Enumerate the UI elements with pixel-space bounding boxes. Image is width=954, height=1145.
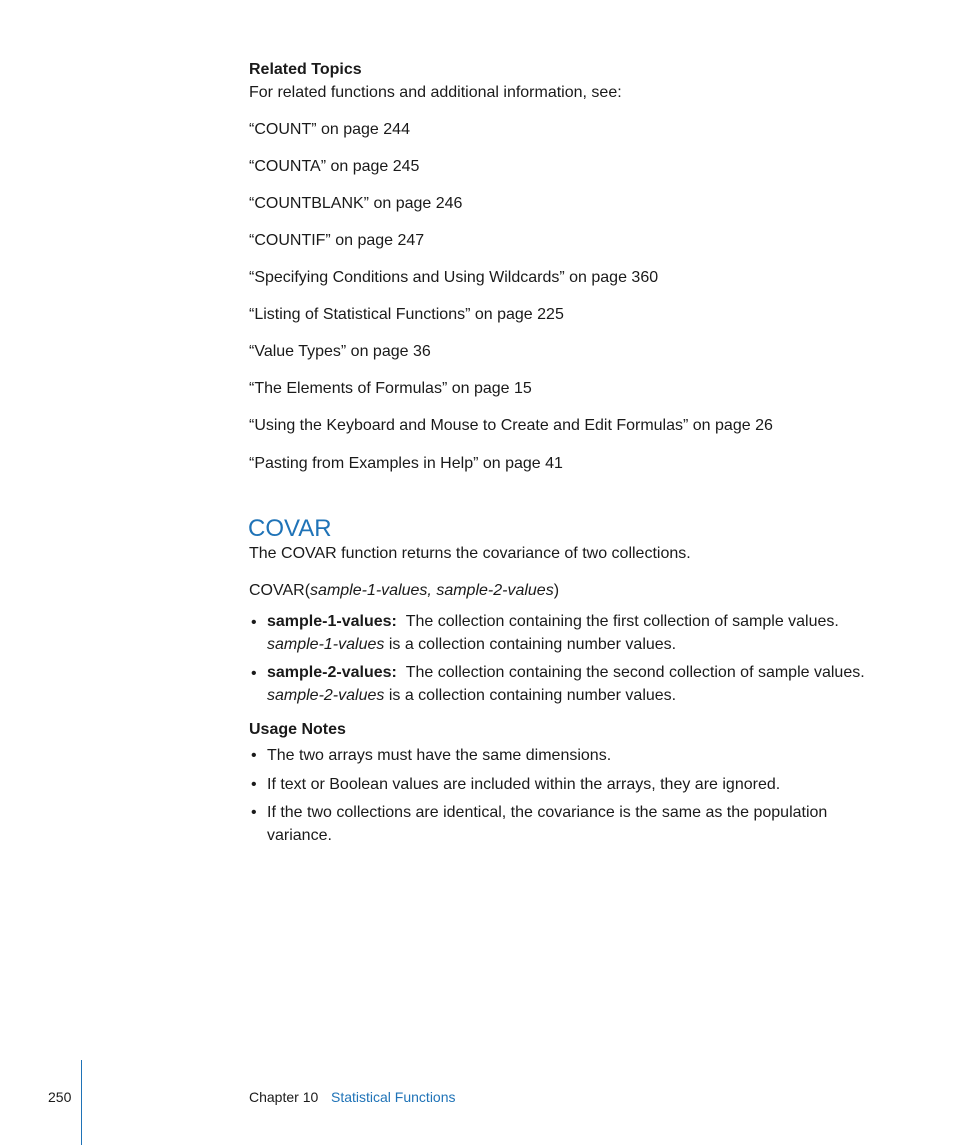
- argument-name: sample-2-values: [267, 687, 385, 704]
- argument-label: sample-1-values:: [267, 613, 397, 630]
- argument-detail-text: is a collection containing number values.: [384, 687, 677, 704]
- usage-notes-heading: Usage Notes: [249, 721, 346, 738]
- related-link-keyboard-mouse-formulas[interactable]: “Using the Keyboard and Mouse to Create and Edit Formulas” on page 26: [249, 417, 773, 434]
- related-link-countblank[interactable]: “COUNTBLANK” on page 246: [249, 195, 463, 212]
- section-title: COVAR: [248, 515, 332, 542]
- related-topics-intro: For related functions and additional information, see:: [249, 84, 622, 101]
- related-link-countif[interactable]: “COUNTIF” on page 247: [249, 232, 425, 249]
- related-topics-heading: Related Topics: [249, 61, 362, 78]
- related-link-elements-of-formulas[interactable]: “The Elements of Formulas” on page 15: [249, 380, 532, 397]
- bullet-marker: •: [251, 614, 257, 631]
- argument-name: sample-1-values: [267, 636, 385, 653]
- usage-note: If text or Boolean values are included within the arrays, they are ignored.: [267, 776, 781, 793]
- argument-detail-text: is a collection containing number values.: [384, 636, 677, 653]
- bullet-marker: •: [251, 804, 257, 821]
- syntax-close-paren: ): [553, 582, 560, 599]
- footer-rule: [81, 1060, 82, 1145]
- function-syntax: [249, 581, 559, 601]
- argument-item: [267, 610, 839, 633]
- argument-item: [267, 661, 865, 684]
- related-link-conditions-wildcards[interactable]: “Specifying Conditions and Using Wildcards” on page 360: [249, 269, 659, 286]
- bullet-marker: •: [251, 665, 257, 682]
- argument-detail: [267, 633, 676, 656]
- related-link-pasting-examples[interactable]: “Pasting from Examples in Help” on page 41: [249, 455, 563, 472]
- related-link-counta[interactable]: “COUNTA” on page 245: [249, 158, 420, 175]
- usage-note-continued: variance.: [267, 827, 332, 844]
- related-link-statistical-functions[interactable]: “Listing of Statistical Functions” on page 225: [249, 306, 564, 323]
- usage-note: The two arrays must have the same dimensions.: [267, 747, 612, 764]
- argument-label: sample-2-values:: [267, 664, 397, 681]
- footer-chapter-title: Statistical Functions: [331, 1089, 456, 1105]
- argument-description: The collection containing the second collection of sample values.: [405, 664, 865, 681]
- footer-chapter: Chapter 10: [249, 1089, 319, 1105]
- related-link-value-types[interactable]: “Value Types” on page 36: [249, 343, 431, 360]
- related-link-count[interactable]: “COUNT” on page 244: [249, 121, 410, 138]
- bullet-marker: •: [251, 747, 257, 764]
- usage-note: If the two collections are identical, the covariance is the same as the population: [267, 804, 828, 821]
- bullet-marker: •: [251, 776, 257, 793]
- syntax-function-name: COVAR: [249, 582, 305, 599]
- page-number: 250: [48, 1089, 72, 1105]
- section-description: The COVAR function returns the covariance of two collections.: [249, 545, 691, 562]
- argument-detail: [267, 684, 676, 707]
- syntax-arguments: sample-1-values, sample-2-values: [310, 582, 554, 599]
- argument-description: The collection containing the first collection of sample values.: [405, 613, 839, 630]
- syntax-open-paren: (: [304, 582, 311, 599]
